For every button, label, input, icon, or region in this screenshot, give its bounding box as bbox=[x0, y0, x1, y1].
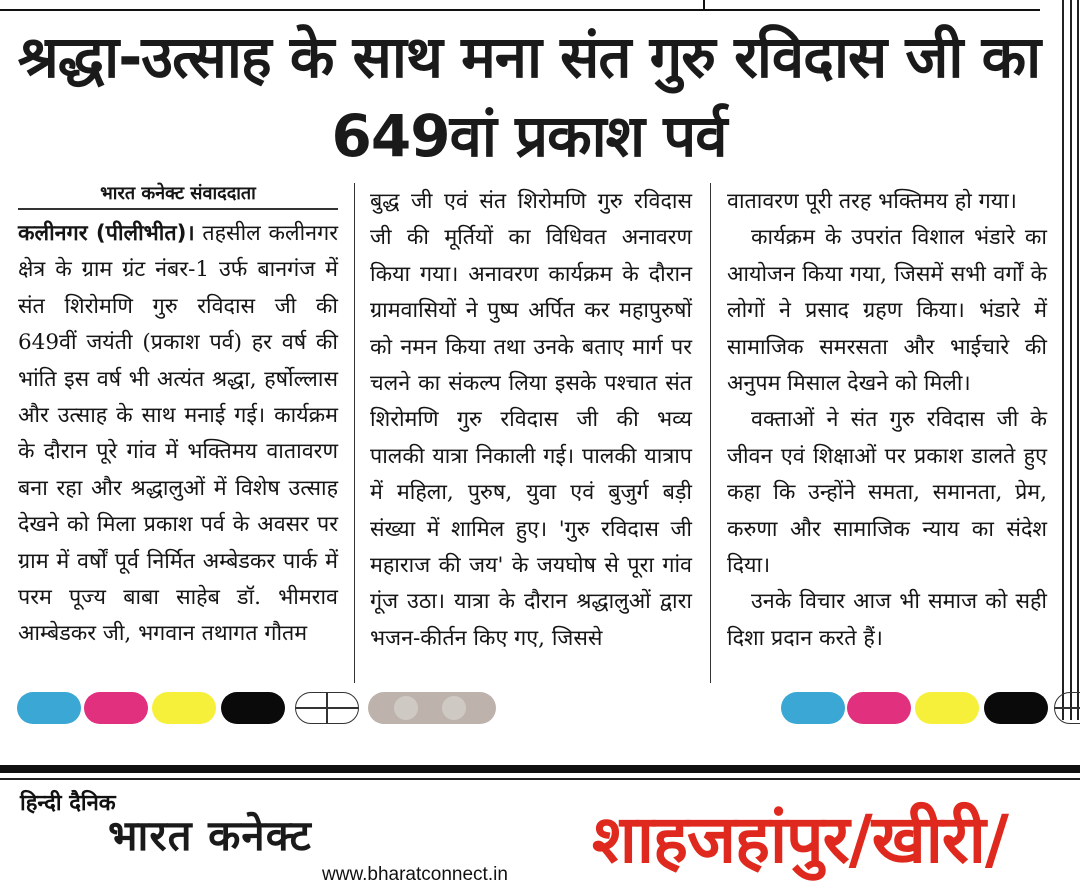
crosshair-mark bbox=[1054, 692, 1080, 724]
footer-rule-thin bbox=[0, 778, 1080, 780]
cyan-swatch bbox=[781, 692, 845, 724]
column-3-paragraph-3: वक्ताओं ने संत गुरु रविदास जी के जीवन एवं शिक्षाओं पर प्रकाश डालते हुए कहा कि उन्होंने समता, समानता, प्रेम, करुणा और सामाजिक न्याय का संदेश दिया। bbox=[727, 407, 1047, 579]
magenta-swatch bbox=[84, 692, 148, 724]
column-3-paragraph-1: वातावरण पूरी तरह भक्तिमय हो गया। bbox=[727, 189, 1017, 214]
article-column-2 bbox=[370, 184, 692, 657]
website-url: www.bharatconnect.in bbox=[322, 864, 508, 885]
gray-swatch bbox=[368, 692, 496, 724]
yellow-swatch bbox=[152, 692, 216, 724]
top-border bbox=[0, 0, 1040, 11]
column-separator bbox=[354, 183, 355, 683]
column-3-paragraph-4: उनके विचार आज भी समाज को सही दिशा प्रदान करते हैं। bbox=[727, 589, 1047, 651]
column-3-paragraph-2: कार्यक्रम के उपरांत विशाल भंडारे का आयोजन किया गया, जिसमें सभी वर्गों के लोगों ने प्रसाद ग्रहण किया। भंडारे में सामाजिक समरसता और भाईचारे की अनुपम मिसाल देखने को मिली। bbox=[727, 225, 1047, 397]
cyan-swatch bbox=[17, 692, 81, 724]
black-swatch bbox=[221, 692, 285, 724]
column-1-text: तहसील कलीनगर क्षेत्र के ग्राम ग्रंट नंबर-1 उर्फ बानगंज में संत शिरोमणि गुरु रविदास जी की 649वीं जयंती (प्रकाश पर्व) हर वर्ष की भांति इस वर्ष भी अत्यंत श्रद्धा, हर्षोल्लास और उत्साह के साथ मनाई गई। कार्यक्रम के दौरान पूरे गांव में भक्तिमय वातावरण बना रहा और श्रद्धालुओं में विशेष उत्साह देखने को मिला प्रकाश पर्व के अवसर पर ग्राम में वर्षों पूर्व निर्मित अम्बेडकर पार्क में परम पूज्य बाबा साहेब डॉ. भीमराव आम्बेडकर जी, भगवान तथागत गौतम bbox=[18, 221, 338, 647]
column-separator bbox=[710, 183, 711, 683]
article-paragraph bbox=[18, 216, 338, 653]
dateline: कलीनगर (पीलीभीत)। bbox=[18, 221, 195, 246]
newspaper-brand: भारत कनेक्ट bbox=[108, 811, 312, 860]
footer-rule bbox=[0, 765, 1080, 773]
byline: भारत कनेक्ट संवाददाता bbox=[18, 182, 338, 210]
yellow-swatch bbox=[915, 692, 979, 724]
right-edge-rules bbox=[1058, 0, 1080, 720]
magenta-swatch bbox=[847, 692, 911, 724]
headline: श्रद्धा-उत्साह के साथ मना संत गुरु रविदास जी का 649वां प्रकाश पर्व bbox=[17, 23, 1041, 170]
daily-label: हिन्दी दैनिक bbox=[20, 791, 116, 816]
article-column-3 bbox=[727, 184, 1047, 657]
crosshair-mark bbox=[295, 692, 359, 724]
article-column-1 bbox=[18, 182, 338, 653]
edition-name: शाहजहांपुर/खीरी/ bbox=[592, 801, 1008, 878]
print-registration-marks bbox=[0, 692, 1080, 726]
black-swatch bbox=[984, 692, 1048, 724]
column-2-text: बुद्ध जी एवं संत शिरोमणि गुरु रविदास जी की मूर्तियों का विधिवत अनावरण किया गया। अनावरण कार्यक्रम के दौरान ग्रामवासियों ने पुष्प अर्पित कर महापुरुषों को नमन किया तथा उनके बताए मार्ग पर चलने का संकल्प लिया इसके पश्चात संत शिरोमणि गुरु रविदास जी की भव्य पालकी यात्रा निकाली गई। पालकी यात्राप में महिला, पुरुष, युवा एवं बुजुर्ग बड़ी संख्या में शामिल हुए। 'गुरु रविदास जी महाराज की जय' के जयघोष से पूरा गांव गूंज उठा। यात्रा के दौरान श्रद्धालुओं द्वारा भजन-कीर्तन किए गए, जिससे bbox=[370, 189, 692, 651]
